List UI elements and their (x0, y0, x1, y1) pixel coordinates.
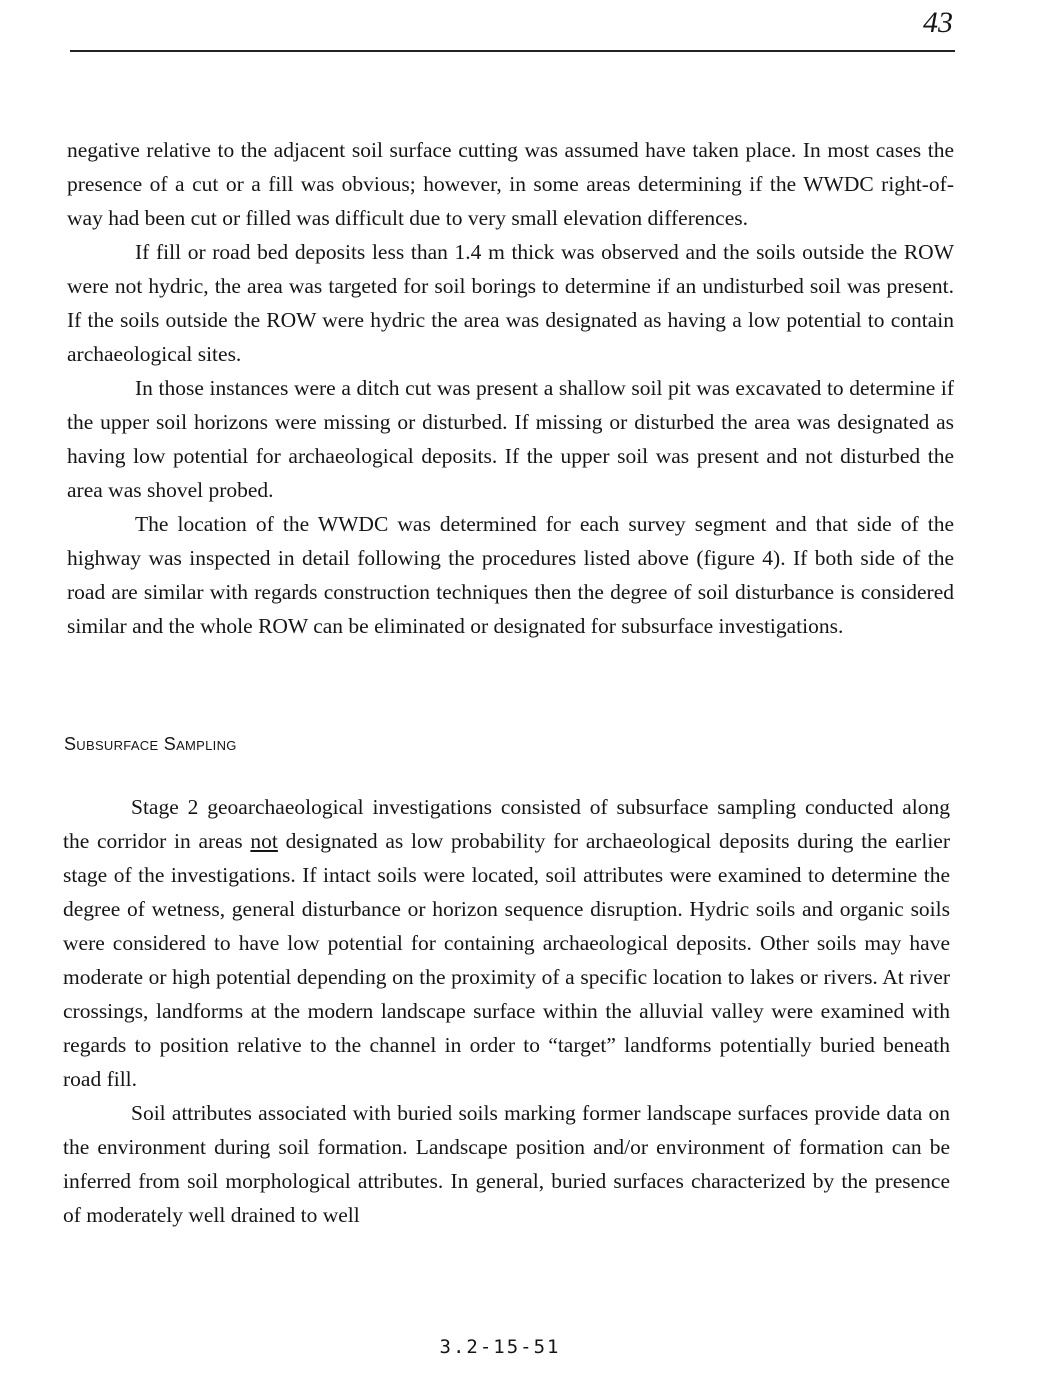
paragraph-stage-2 (63, 790, 950, 1096)
paragraph-continued: negative relative to the adjacent soil surface cutting was assumed have taken place. In most cases the presence of a cut or a fill was obvious; however, in some areas determining if the WWDC right-of-way had been cut or filled was difficult due to very small elevation differences. (67, 138, 954, 230)
document-code: 3.2-15-51 (439, 1336, 561, 1358)
paragraph-soil-attributes: Soil attributes associated with buried soils marking former landscape surfaces provide data on the environment during soil formation. Landscape position and/or environment of formation can be inferred from soil morphological attributes. In general, buried surfaces characterized by the presence of moderately well drained to well (63, 1101, 950, 1227)
stage-2-text-start: Stage 2 geoarchaeological investigations consisted of subsurface sampling conducted along the corridor in areas (63, 795, 950, 853)
top-text-block (67, 133, 954, 643)
paragraph-ditch-cut: In those instances were a ditch cut was present a shallow soil pit was excavated to determine if the upper soil horizons were missing or disturbed. If missing or disturbed the area was designated as having low potential for archaeological deposits. If the upper soil was present and not disturbed the area was shovel probed. (67, 376, 954, 502)
stage-2-text-end: designated as low probability for archaeological deposits during the earlier stage of the investigations. If intact soils were located, soil attributes were examined to determine the degree of wetness, general disturbance or horizon sequence disruption. Hydric soils and organic soils were considered to have low potential for containing archaeological deposits. Other soils may have moderate or high potential depending on the proximity of a specific location to lakes or rivers. At river crossings, landforms at the modern landscape surface within the alluvial valley were examined with regards to position relative to the channel in order to “target” landforms potentially buried beneath road fill. (63, 829, 950, 1091)
page-number: 43 (923, 6, 953, 39)
paragraph-wwdc-location: The location of the WWDC was determined for each survey segment and that side of the highway was inspected in detail following the procedures listed above (figure 4). If both side of the road are similar with regards construction techniques then the degree of soil disturbance is considered similar and the whole ROW can be eliminated or designated for subsurface investigations. (67, 512, 954, 638)
subsurface-text-block (63, 790, 950, 1232)
header-rule (70, 50, 955, 52)
section-heading-subsurface-sampling: Subsurface Sampling (64, 734, 237, 754)
emphasis-not: not (250, 829, 278, 853)
paragraph-fill-deposits: If fill or road bed deposits less than 1.4 m thick was observed and the soils outside the ROW were not hydric, the area was targeted for soil borings to determine if an undisturbed soil was present. If the soils outside the ROW were hydric the area was designated as having a low potential to contain archaeological sites. (67, 240, 954, 366)
